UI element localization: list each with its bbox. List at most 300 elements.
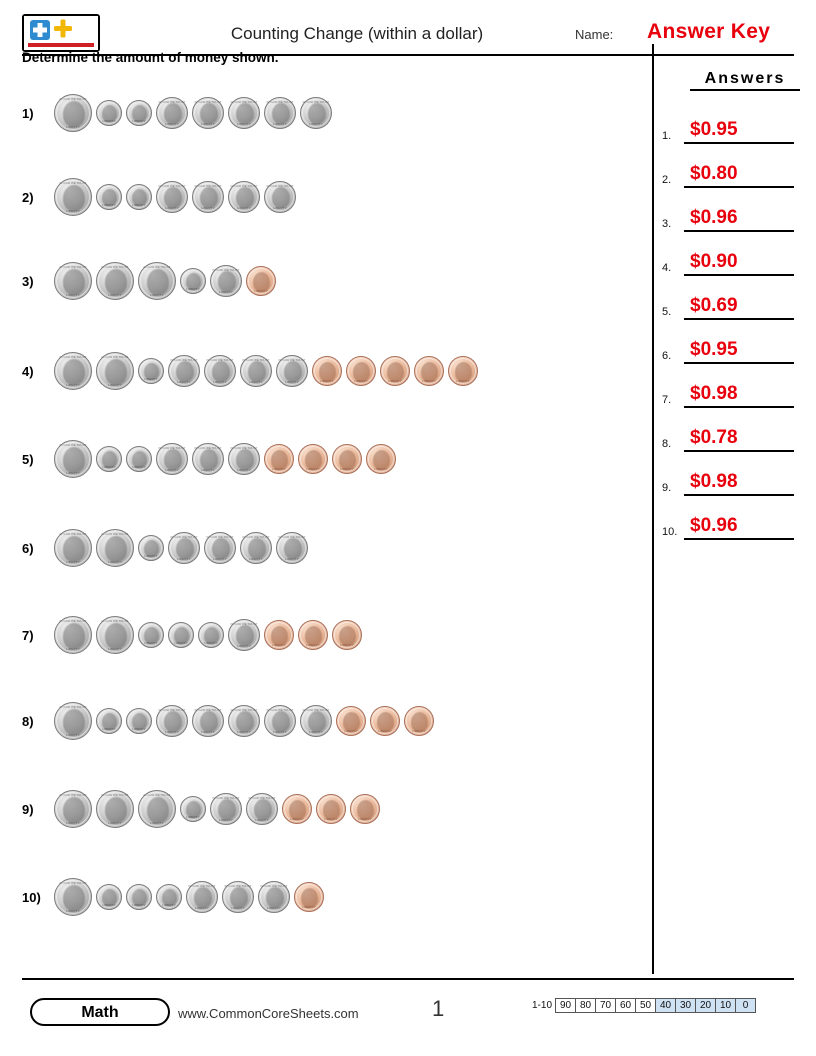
penny-coin xyxy=(380,356,410,386)
problem-number: 1) xyxy=(22,106,34,121)
coin-inscription: LIBERTY xyxy=(108,647,122,651)
penny-coin xyxy=(294,882,324,912)
answer-rule xyxy=(684,494,794,496)
coin-group xyxy=(54,440,400,478)
nickel-coin xyxy=(264,97,296,129)
coin-group xyxy=(54,790,384,828)
nickel-coin xyxy=(168,532,200,564)
coin-inscription: LIBERTY xyxy=(267,906,281,910)
penny-coin xyxy=(414,356,444,386)
coin-inscription: LIBERTY xyxy=(108,560,122,564)
nickel-coin xyxy=(264,705,296,737)
coin-inscription: LIBERTY xyxy=(340,643,354,647)
coin-inscription: LIBERTY xyxy=(66,647,80,651)
answer-rule xyxy=(684,318,794,320)
quarter-coin xyxy=(96,262,134,300)
coin-inscription: LIBERTY xyxy=(374,467,388,471)
coin-motto: IN GOD WE TRUST xyxy=(59,793,87,797)
coin-inscription: LIBERTY xyxy=(273,206,287,210)
answer-key-label: Answer Key xyxy=(647,20,771,43)
dime-coin xyxy=(96,100,122,126)
coin-inscription: LIBERTY xyxy=(219,290,233,294)
coin-inscription: LIBERTY xyxy=(66,125,80,129)
answer-rule xyxy=(684,230,794,232)
grading-scale-cell: 90 xyxy=(555,998,576,1013)
coin-inscription: LIBERTY xyxy=(108,821,122,825)
coin-inscription: LIBERTY xyxy=(255,818,269,822)
coin-inscription: LIBERTY xyxy=(237,122,251,126)
penny-coin xyxy=(370,706,400,736)
grading-scale-label: 1-10 xyxy=(532,1000,553,1011)
coin-motto: IN GOD WE TRUST xyxy=(101,793,129,797)
coin-inscription: LIBERTY xyxy=(66,209,80,213)
coin-inscription: LIBERTY xyxy=(102,903,116,907)
answer-rule xyxy=(684,274,794,276)
coin-inscription: LIBERTY xyxy=(132,465,146,469)
coin-motto: IN GOD WE TRUST xyxy=(59,619,87,623)
answer-row xyxy=(662,154,794,188)
coin-group xyxy=(54,529,312,567)
coin-group xyxy=(54,94,336,132)
coin-inscription: LIBERTY xyxy=(290,817,304,821)
quarter-coin xyxy=(54,790,92,828)
nickel-coin xyxy=(210,793,242,825)
coin-inscription: LIBERTY xyxy=(201,122,215,126)
coin-inscription: LIBERTY xyxy=(254,289,268,293)
grading-scale-cell: 10 xyxy=(716,998,736,1013)
answer-value: $0.98 xyxy=(690,471,738,492)
dime-coin xyxy=(138,535,164,561)
coin-inscription: LIBERTY xyxy=(102,727,116,731)
penny-coin xyxy=(264,444,294,474)
coin-group xyxy=(54,702,438,740)
nickel-coin xyxy=(228,97,260,129)
math-plus-logo-icon xyxy=(22,14,100,52)
coin-inscription: LIBERTY xyxy=(340,467,354,471)
footer-divider xyxy=(22,978,794,980)
answer-rule xyxy=(684,450,794,452)
penny-coin xyxy=(298,444,328,474)
dime-coin xyxy=(126,446,152,472)
coin-motto: IN GOD WE TRUST xyxy=(170,535,198,539)
coin-motto: IN GOD WE TRUST xyxy=(224,884,252,888)
nickel-coin xyxy=(204,355,236,387)
coin-motto: IN GOD WE TRUST xyxy=(170,358,198,362)
dime-coin xyxy=(198,622,224,648)
grading-scale-cell: 70 xyxy=(596,998,616,1013)
answer-row xyxy=(662,374,794,408)
quarter-coin xyxy=(54,616,92,654)
coin-inscription: LIBERTY xyxy=(201,468,215,472)
coin-motto: IN GOD WE TRUST xyxy=(59,443,87,447)
coin-inscription: LIBERTY xyxy=(108,293,122,297)
nickel-coin xyxy=(192,97,224,129)
grading-scale-cell: 50 xyxy=(636,998,656,1013)
coin-inscription: LIBERTY xyxy=(272,467,286,471)
answer-value: $0.80 xyxy=(690,163,738,184)
coin-group xyxy=(54,262,280,300)
coin-motto: IN GOD WE TRUST xyxy=(194,708,222,712)
coin-inscription: LIBERTY xyxy=(249,557,263,561)
coin-inscription: LIBERTY xyxy=(66,293,80,297)
coin-motto: IN GOD WE TRUST xyxy=(194,100,222,104)
nickel-coin xyxy=(228,443,260,475)
coin-inscription: LIBERTY xyxy=(165,730,179,734)
grading-scale xyxy=(532,998,756,1013)
nickel-coin xyxy=(156,97,188,129)
quarter-coin xyxy=(54,262,92,300)
answer-value: $0.90 xyxy=(690,251,738,272)
answer-rule xyxy=(684,538,794,540)
coin-motto: IN GOD WE TRUST xyxy=(194,446,222,450)
answer-number: 4. xyxy=(662,262,672,274)
nickel-coin xyxy=(192,705,224,737)
coin-inscription: LIBERTY xyxy=(344,729,358,733)
nickel-coin xyxy=(228,181,260,213)
coin-inscription: LIBERTY xyxy=(306,467,320,471)
penny-coin xyxy=(312,356,342,386)
coin-inscription: LIBERTY xyxy=(66,733,80,737)
grading-scale-cell: 30 xyxy=(676,998,696,1013)
coin-motto: IN GOD WE TRUST xyxy=(158,708,186,712)
nickel-coin xyxy=(186,881,218,913)
quarter-coin xyxy=(96,352,134,390)
coin-inscription: LIBERTY xyxy=(320,379,334,383)
coin-inscription: LIBERTY xyxy=(66,383,80,387)
coin-inscription: LIBERTY xyxy=(132,903,146,907)
coin-inscription: LIBERTY xyxy=(165,206,179,210)
coin-motto: IN GOD WE TRUST xyxy=(302,100,330,104)
coin-inscription: LIBERTY xyxy=(324,817,338,821)
coin-inscription: LIBERTY xyxy=(309,730,323,734)
penny-coin xyxy=(332,444,362,474)
answer-value: $0.96 xyxy=(690,207,738,228)
quarter-coin xyxy=(138,790,176,828)
quarter-coin xyxy=(54,178,92,216)
problem-number: 6) xyxy=(22,541,34,556)
coin-inscription: LIBERTY xyxy=(302,905,316,909)
coin-inscription: LIBERTY xyxy=(144,641,158,645)
coin-inscription: LIBERTY xyxy=(186,287,200,291)
page-header xyxy=(22,14,794,54)
coin-inscription: LIBERTY xyxy=(412,729,426,733)
coin-motto: IN GOD WE TRUST xyxy=(101,619,129,623)
coin-motto: IN GOD WE TRUST xyxy=(230,100,258,104)
nickel-coin xyxy=(246,793,278,825)
problem-number: 9) xyxy=(22,802,34,817)
coin-group xyxy=(54,178,300,216)
grading-scale-cell: 40 xyxy=(656,998,676,1013)
coin-motto: IN GOD WE TRUST xyxy=(143,793,171,797)
coin-motto: IN GOD WE TRUST xyxy=(230,708,258,712)
coin-inscription: LIBERTY xyxy=(456,379,470,383)
nickel-coin xyxy=(240,532,272,564)
dime-coin xyxy=(180,796,206,822)
coin-inscription: LIBERTY xyxy=(150,293,164,297)
website-url: www.CommonCoreSheets.com xyxy=(178,1006,359,1021)
answer-row xyxy=(662,286,794,320)
nickel-coin xyxy=(156,705,188,737)
coin-inscription: LIBERTY xyxy=(213,380,227,384)
nickel-coin xyxy=(192,181,224,213)
problem-number: 4) xyxy=(22,364,34,379)
coin-motto: IN GOD WE TRUST xyxy=(59,881,87,885)
page-title: Counting Change (within a dollar) xyxy=(230,24,484,43)
dime-coin xyxy=(96,884,122,910)
answer-row xyxy=(662,506,794,540)
nickel-coin xyxy=(300,705,332,737)
nickel-coin xyxy=(240,355,272,387)
quarter-coin xyxy=(54,352,92,390)
coin-inscription: LIBERTY xyxy=(285,557,299,561)
coin-motto: IN GOD WE TRUST xyxy=(260,884,288,888)
nickel-coin xyxy=(228,619,260,651)
nickel-coin xyxy=(300,97,332,129)
coin-motto: IN GOD WE TRUST xyxy=(230,184,258,188)
coin-inscription: LIBERTY xyxy=(358,817,372,821)
coin-inscription: LIBERTY xyxy=(177,557,191,561)
answer-number: 10. xyxy=(662,526,678,538)
nickel-coin xyxy=(204,532,236,564)
nickel-coin xyxy=(210,265,242,297)
penny-coin xyxy=(350,794,380,824)
answer-number: 6. xyxy=(662,350,672,362)
answer-number: 7. xyxy=(662,394,672,406)
answer-rule xyxy=(684,362,794,364)
coin-inscription: LIBERTY xyxy=(66,821,80,825)
nickel-coin xyxy=(276,532,308,564)
name-label: Name: xyxy=(575,27,614,42)
coin-motto: IN GOD WE TRUST xyxy=(242,358,270,362)
coin-inscription: LIBERTY xyxy=(174,641,188,645)
coin-inscription: LIBERTY xyxy=(102,119,116,123)
answer-row xyxy=(662,198,794,232)
answer-number: 2. xyxy=(662,174,672,186)
answer-value: $0.95 xyxy=(690,339,738,360)
coin-inscription: LIBERTY xyxy=(273,122,287,126)
answer-rule xyxy=(684,186,794,188)
answer-value: $0.98 xyxy=(690,383,738,404)
answer-value: $0.96 xyxy=(690,515,738,536)
quarter-coin xyxy=(54,94,92,132)
coin-motto: IN GOD WE TRUST xyxy=(101,265,129,269)
answer-rule xyxy=(684,406,794,408)
coin-inscription: LIBERTY xyxy=(285,380,299,384)
answer-row xyxy=(662,418,794,452)
coin-inscription: LIBERTY xyxy=(204,641,218,645)
grading-scale-cell: 0 xyxy=(736,998,756,1013)
coin-inscription: LIBERTY xyxy=(249,380,263,384)
nickel-coin xyxy=(192,443,224,475)
grading-scale-cell: 80 xyxy=(576,998,596,1013)
coin-inscription: LIBERTY xyxy=(165,122,179,126)
dime-coin xyxy=(96,708,122,734)
problem-number: 3) xyxy=(22,274,34,289)
coin-motto: IN GOD WE TRUST xyxy=(59,97,87,101)
coin-motto: IN GOD WE TRUST xyxy=(230,446,258,450)
coin-inscription: LIBERTY xyxy=(219,818,233,822)
coin-inscription: LIBERTY xyxy=(237,644,251,648)
penny-coin xyxy=(336,706,366,736)
coin-inscription: LIBERTY xyxy=(177,380,191,384)
coin-inscription: LIBERTY xyxy=(66,560,80,564)
answer-value: $0.69 xyxy=(690,295,738,316)
penny-coin xyxy=(298,620,328,650)
coin-motto: IN GOD WE TRUST xyxy=(101,532,129,536)
dime-coin xyxy=(96,446,122,472)
coin-inscription: LIBERTY xyxy=(388,379,402,383)
coin-inscription: LIBERTY xyxy=(186,815,200,819)
coin-motto: IN GOD WE TRUST xyxy=(158,446,186,450)
coin-motto: IN GOD WE TRUST xyxy=(278,358,306,362)
coin-motto: IN GOD WE TRUST xyxy=(59,355,87,359)
coin-motto: IN GOD WE TRUST xyxy=(266,184,294,188)
coin-inscription: LIBERTY xyxy=(354,379,368,383)
answer-value: $0.78 xyxy=(690,427,738,448)
coin-group xyxy=(54,878,328,916)
problem-number: 8) xyxy=(22,714,34,729)
coin-motto: IN GOD WE TRUST xyxy=(158,100,186,104)
nickel-coin xyxy=(264,181,296,213)
coin-inscription: LIBERTY xyxy=(66,471,80,475)
nickel-coin xyxy=(276,355,308,387)
coin-inscription: LIBERTY xyxy=(108,383,122,387)
coin-motto: IN GOD WE TRUST xyxy=(59,705,87,709)
coin-inscription: LIBERTY xyxy=(165,468,179,472)
dime-coin xyxy=(156,884,182,910)
problem-number: 7) xyxy=(22,628,34,643)
coin-motto: IN GOD WE TRUST xyxy=(59,181,87,185)
quarter-coin xyxy=(54,878,92,916)
nickel-coin xyxy=(222,881,254,913)
dime-coin xyxy=(126,184,152,210)
dime-coin xyxy=(168,622,194,648)
coin-motto: IN GOD WE TRUST xyxy=(278,535,306,539)
instructions-text: Determine the amount of money shown. xyxy=(22,50,279,65)
answer-row xyxy=(662,462,794,496)
coin-inscription: LIBERTY xyxy=(237,468,251,472)
dime-coin xyxy=(96,184,122,210)
coin-inscription: LIBERTY xyxy=(231,906,245,910)
penny-coin xyxy=(246,266,276,296)
coin-inscription: LIBERTY xyxy=(195,906,209,910)
penny-coin xyxy=(264,620,294,650)
problem-number: 10) xyxy=(22,890,41,905)
coin-inscription: LIBERTY xyxy=(66,909,80,913)
dime-coin xyxy=(180,268,206,294)
dime-coin xyxy=(138,358,164,384)
answer-number: 5. xyxy=(662,306,672,318)
answer-number: 1. xyxy=(662,130,672,142)
coin-inscription: LIBERTY xyxy=(102,203,116,207)
dime-coin xyxy=(126,100,152,126)
coin-inscription: LIBERTY xyxy=(132,203,146,207)
coin-inscription: LIBERTY xyxy=(306,643,320,647)
nickel-coin xyxy=(156,181,188,213)
dime-coin xyxy=(126,708,152,734)
grading-scale-cell: 20 xyxy=(696,998,716,1013)
coin-motto: IN GOD WE TRUST xyxy=(302,708,330,712)
coin-motto: IN GOD WE TRUST xyxy=(248,796,276,800)
coin-motto: IN GOD WE TRUST xyxy=(188,884,216,888)
penny-coin xyxy=(282,794,312,824)
penny-coin xyxy=(332,620,362,650)
coin-motto: IN GOD WE TRUST xyxy=(101,355,129,359)
coin-inscription: LIBERTY xyxy=(237,206,251,210)
quarter-coin xyxy=(54,440,92,478)
problem-number: 5) xyxy=(22,452,34,467)
answers-heading: Answers xyxy=(690,70,800,91)
coin-inscription: LIBERTY xyxy=(132,727,146,731)
coin-motto: IN GOD WE TRUST xyxy=(194,184,222,188)
coin-motto: IN GOD WE TRUST xyxy=(158,184,186,188)
penny-coin xyxy=(346,356,376,386)
grading-scale-cell: 60 xyxy=(616,998,636,1013)
coin-group xyxy=(54,616,366,654)
coin-inscription: LIBERTY xyxy=(213,557,227,561)
coin-motto: IN GOD WE TRUST xyxy=(266,708,294,712)
coin-motto: IN GOD WE TRUST xyxy=(212,268,240,272)
subject-badge: Math xyxy=(30,998,170,1026)
answer-row xyxy=(662,110,794,144)
dime-coin xyxy=(126,884,152,910)
answer-rule xyxy=(684,142,794,144)
quarter-coin xyxy=(54,529,92,567)
dime-coin xyxy=(138,622,164,648)
page-number: 1 xyxy=(432,996,445,1021)
column-divider xyxy=(652,44,654,974)
coin-motto: IN GOD WE TRUST xyxy=(59,265,87,269)
coin-inscription: LIBERTY xyxy=(201,730,215,734)
coin-motto: IN GOD WE TRUST xyxy=(242,535,270,539)
problem-number: 2) xyxy=(22,190,34,205)
answer-row xyxy=(662,242,794,276)
coin-inscription: LIBERTY xyxy=(144,554,158,558)
answer-value: $0.95 xyxy=(690,119,738,140)
quarter-coin xyxy=(96,790,134,828)
coin-motto: IN GOD WE TRUST xyxy=(266,100,294,104)
penny-coin xyxy=(316,794,346,824)
coin-inscription: LIBERTY xyxy=(422,379,436,383)
answer-row xyxy=(662,330,794,364)
coin-inscription: LIBERTY xyxy=(150,821,164,825)
nickel-coin xyxy=(156,443,188,475)
coin-motto: IN GOD WE TRUST xyxy=(143,265,171,269)
coin-inscription: LIBERTY xyxy=(102,465,116,469)
coin-inscription: LIBERTY xyxy=(201,206,215,210)
answer-number: 3. xyxy=(662,218,672,230)
coin-inscription: LIBERTY xyxy=(132,119,146,123)
coin-inscription: LIBERTY xyxy=(378,729,392,733)
coin-group xyxy=(54,352,482,390)
answer-number: 9. xyxy=(662,482,672,494)
coin-inscription: LIBERTY xyxy=(309,122,323,126)
nickel-coin xyxy=(228,705,260,737)
penny-coin xyxy=(448,356,478,386)
penny-coin xyxy=(404,706,434,736)
coin-motto: IN GOD WE TRUST xyxy=(206,358,234,362)
coin-inscription: LIBERTY xyxy=(144,377,158,381)
answer-number: 8. xyxy=(662,438,672,450)
coin-motto: IN GOD WE TRUST xyxy=(206,535,234,539)
quarter-coin xyxy=(54,702,92,740)
penny-coin xyxy=(366,444,396,474)
coin-inscription: LIBERTY xyxy=(162,903,176,907)
coin-inscription: LIBERTY xyxy=(272,643,286,647)
quarter-coin xyxy=(138,262,176,300)
nickel-coin xyxy=(258,881,290,913)
coin-inscription: LIBERTY xyxy=(273,730,287,734)
